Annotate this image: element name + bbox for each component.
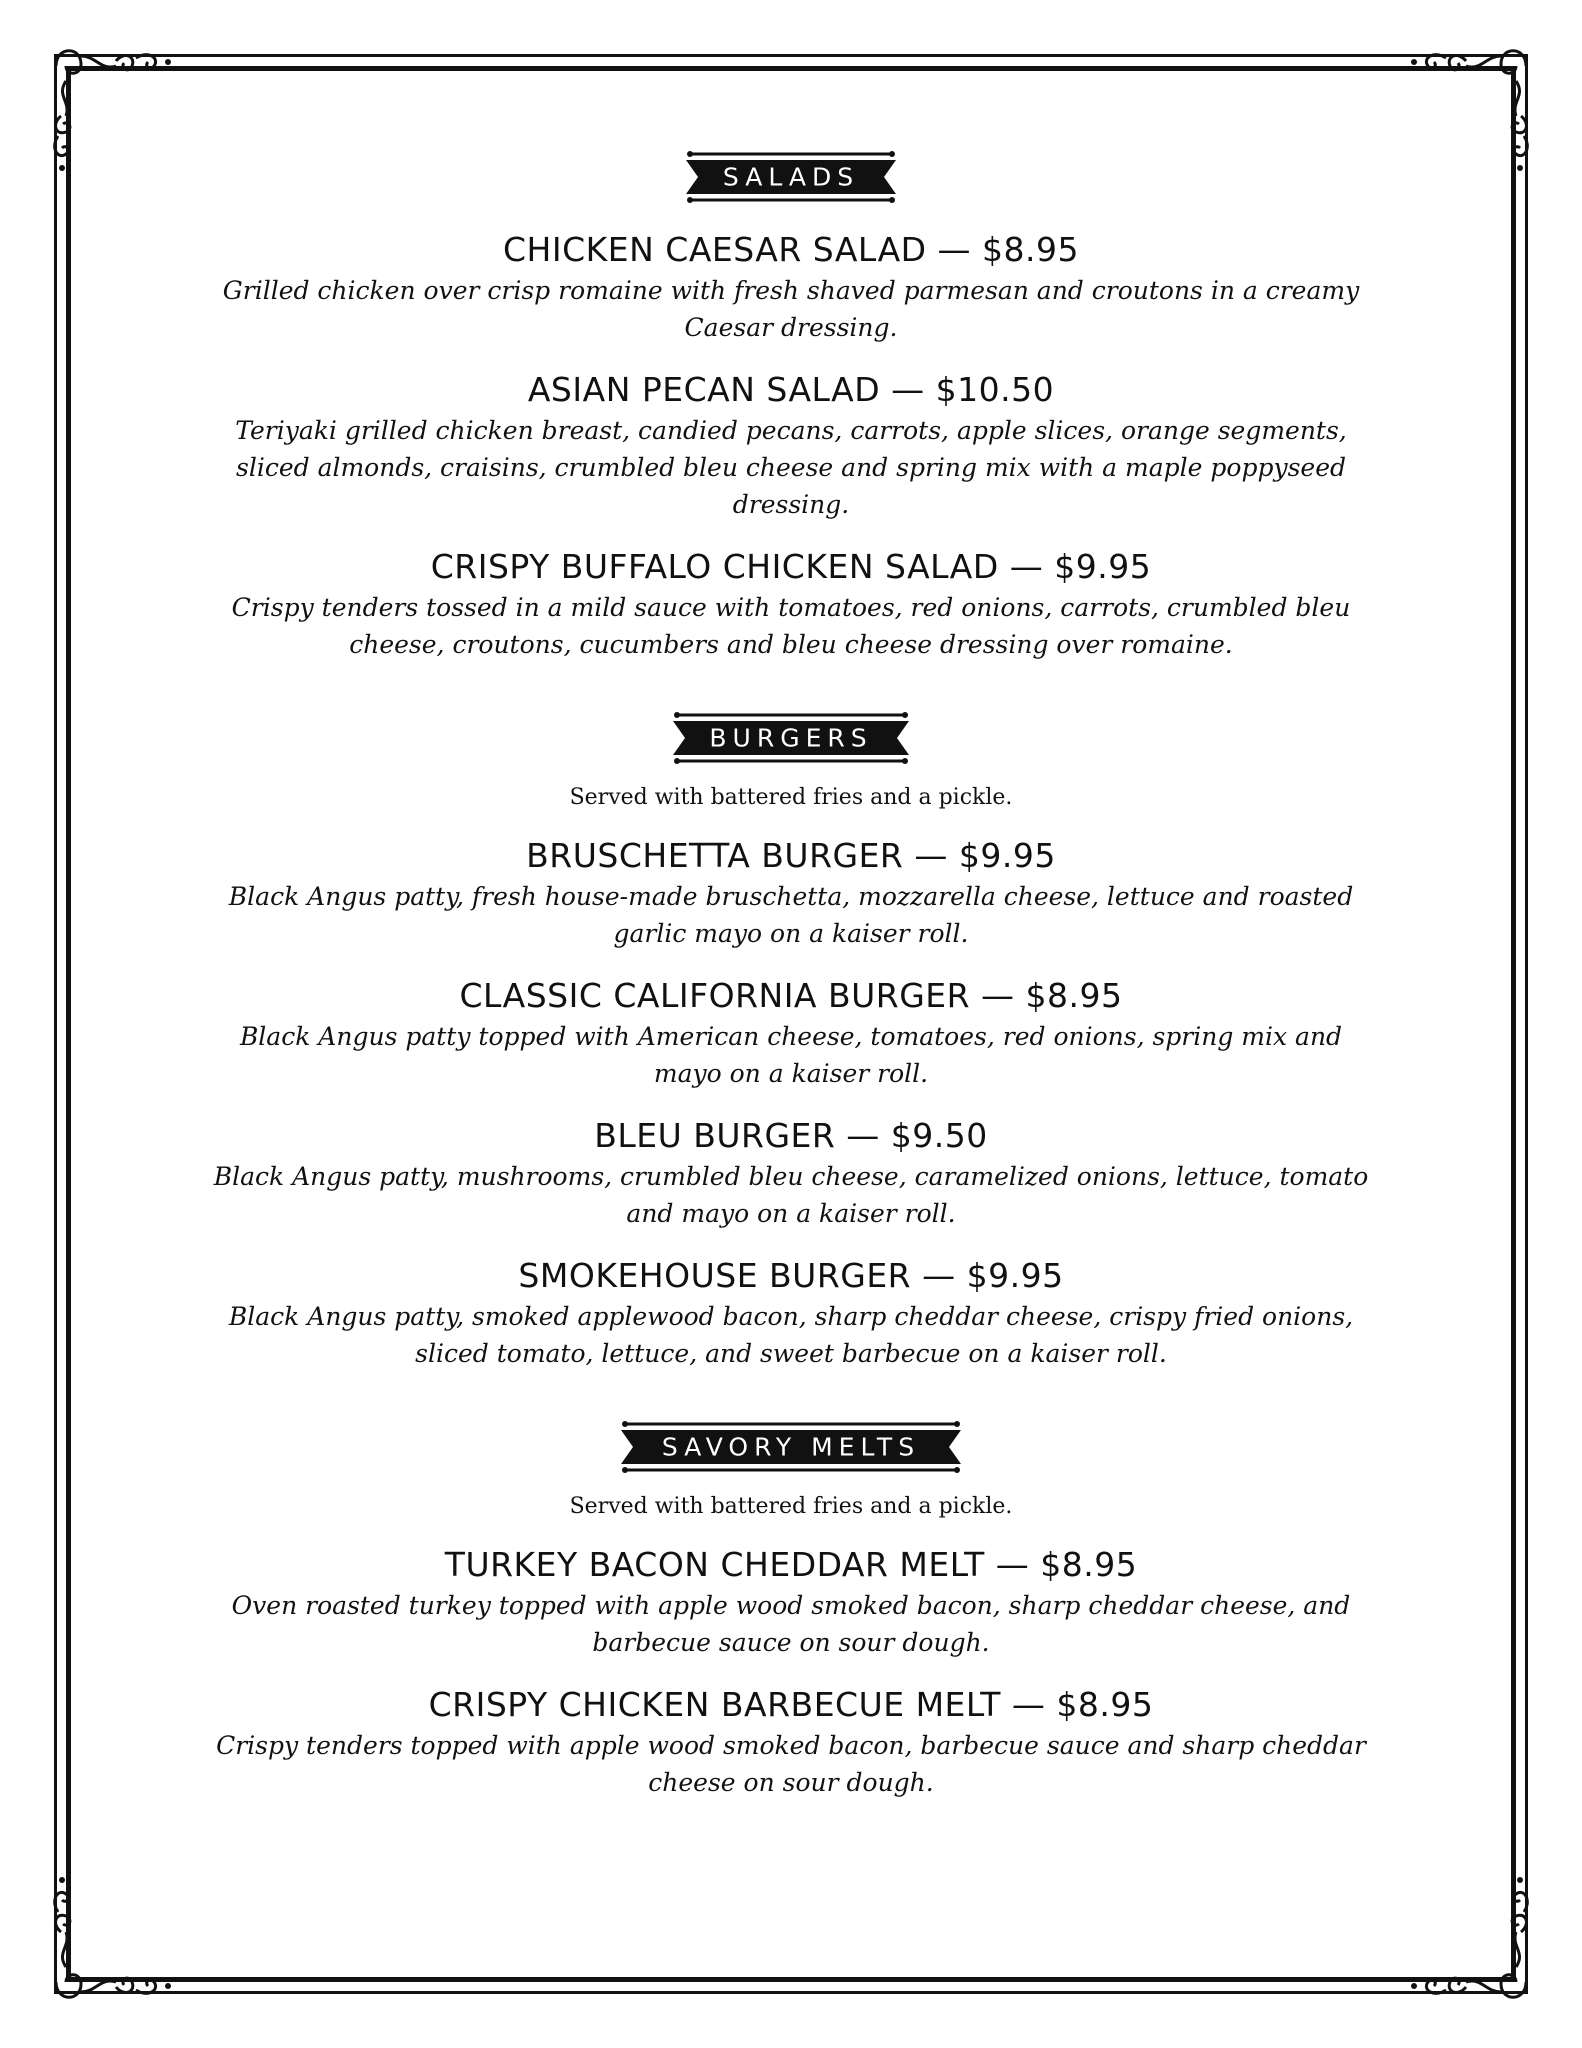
menu-item bbox=[200, 1545, 1382, 1661]
section-note: Served with battered fries and a pickle. bbox=[569, 1494, 1013, 1519]
section-heading: BURGERS bbox=[709, 723, 873, 753]
item-title: CRISPY CHICKEN BARBECUE MELT — $8.95 bbox=[428, 1685, 1154, 1724]
item-title: CLASSIC CALIFORNIA BURGER — $8.95 bbox=[459, 976, 1123, 1015]
section-note: Served with battered fries and a pickle. bbox=[569, 785, 1013, 810]
menu-item bbox=[200, 547, 1382, 663]
menu-item bbox=[200, 370, 1382, 523]
section-banner bbox=[671, 711, 911, 765]
item-description: Teriyaki grilled chicken breast, candied pecans, carrots, apple slices, orange segments, sliced almonds, craisins, crumbled bleu cheese and spring mix with a maple poppyseed dressing. bbox=[235, 416, 1347, 519]
item-description: Black Angus patty topped with American cheese, tomatoes, red onions, spring mix and mayo on a kaiser roll. bbox=[239, 1022, 1343, 1088]
item-description: Black Angus patty, mushrooms, crumbled bleu cheese, caramelized onions, lettuce, tomato and mayo on a kaiser roll. bbox=[213, 1162, 1369, 1228]
section-salads bbox=[200, 150, 1382, 663]
item-title: TURKEY BACON CHEDDAR MELT — $8.95 bbox=[444, 1545, 1138, 1584]
item-description: Black Angus patty, smoked applewood bacon, sharp cheddar cheese, crispy fried onions, sliced tomato, lettuce, and sweet barbecue on a kaiser roll. bbox=[228, 1302, 1354, 1368]
menu-item bbox=[200, 1685, 1382, 1801]
item-title: BLEU BURGER — $9.50 bbox=[594, 1116, 988, 1155]
section-savory-melts bbox=[200, 1420, 1382, 1801]
corner-flourish-icon bbox=[1396, 1862, 1546, 2012]
section-heading: SALADS bbox=[722, 162, 860, 192]
item-title: SMOKEHOUSE BURGER — $9.95 bbox=[518, 1256, 1064, 1295]
item-title: CHICKEN CAESAR SALAD — $8.95 bbox=[502, 230, 1080, 269]
item-description: Black Angus patty, fresh house-made bruschetta, mozzarella cheese, lettuce and roasted garlic mayo on a kaiser roll. bbox=[228, 882, 1354, 948]
menu-item bbox=[200, 1116, 1382, 1232]
menu-item bbox=[200, 1256, 1382, 1372]
menu-content bbox=[200, 150, 1382, 1849]
item-description: Grilled chicken over crisp romaine with fresh shaved parmesan and croutons in a creamy Caesar dressing. bbox=[222, 276, 1360, 342]
item-description: Crispy tenders topped with apple wood smoked bacon, barbecue sauce and sharp cheddar cheese on sour dough. bbox=[216, 1731, 1366, 1797]
item-description: Crispy tenders tossed in a mild sauce with tomatoes, red onions, carrots, crumbled bleu cheese, croutons, cucumbers and bleu cheese dressing over romaine. bbox=[231, 593, 1351, 659]
menu-item bbox=[200, 230, 1382, 346]
menu-item bbox=[200, 836, 1382, 952]
section-banner bbox=[684, 150, 898, 204]
item-description: Oven roasted turkey topped with apple wood smoked bacon, sharp cheddar cheese, and barbecue sauce on sour dough. bbox=[231, 1591, 1351, 1657]
menu-item bbox=[200, 976, 1382, 1092]
item-title: ASIAN PECAN SALAD — $10.50 bbox=[527, 370, 1055, 409]
section-heading: SAVORY MELTS bbox=[661, 1432, 921, 1462]
section-burgers bbox=[200, 711, 1382, 1372]
item-title: BRUSCHETTA BURGER — $9.95 bbox=[526, 836, 1056, 875]
corner-flourish-icon bbox=[36, 1862, 186, 2012]
corner-flourish-icon bbox=[1396, 36, 1546, 186]
corner-flourish-icon bbox=[36, 36, 186, 186]
section-banner bbox=[619, 1420, 963, 1474]
item-title: CRISPY BUFFALO CHICKEN SALAD — $9.95 bbox=[430, 547, 1152, 586]
